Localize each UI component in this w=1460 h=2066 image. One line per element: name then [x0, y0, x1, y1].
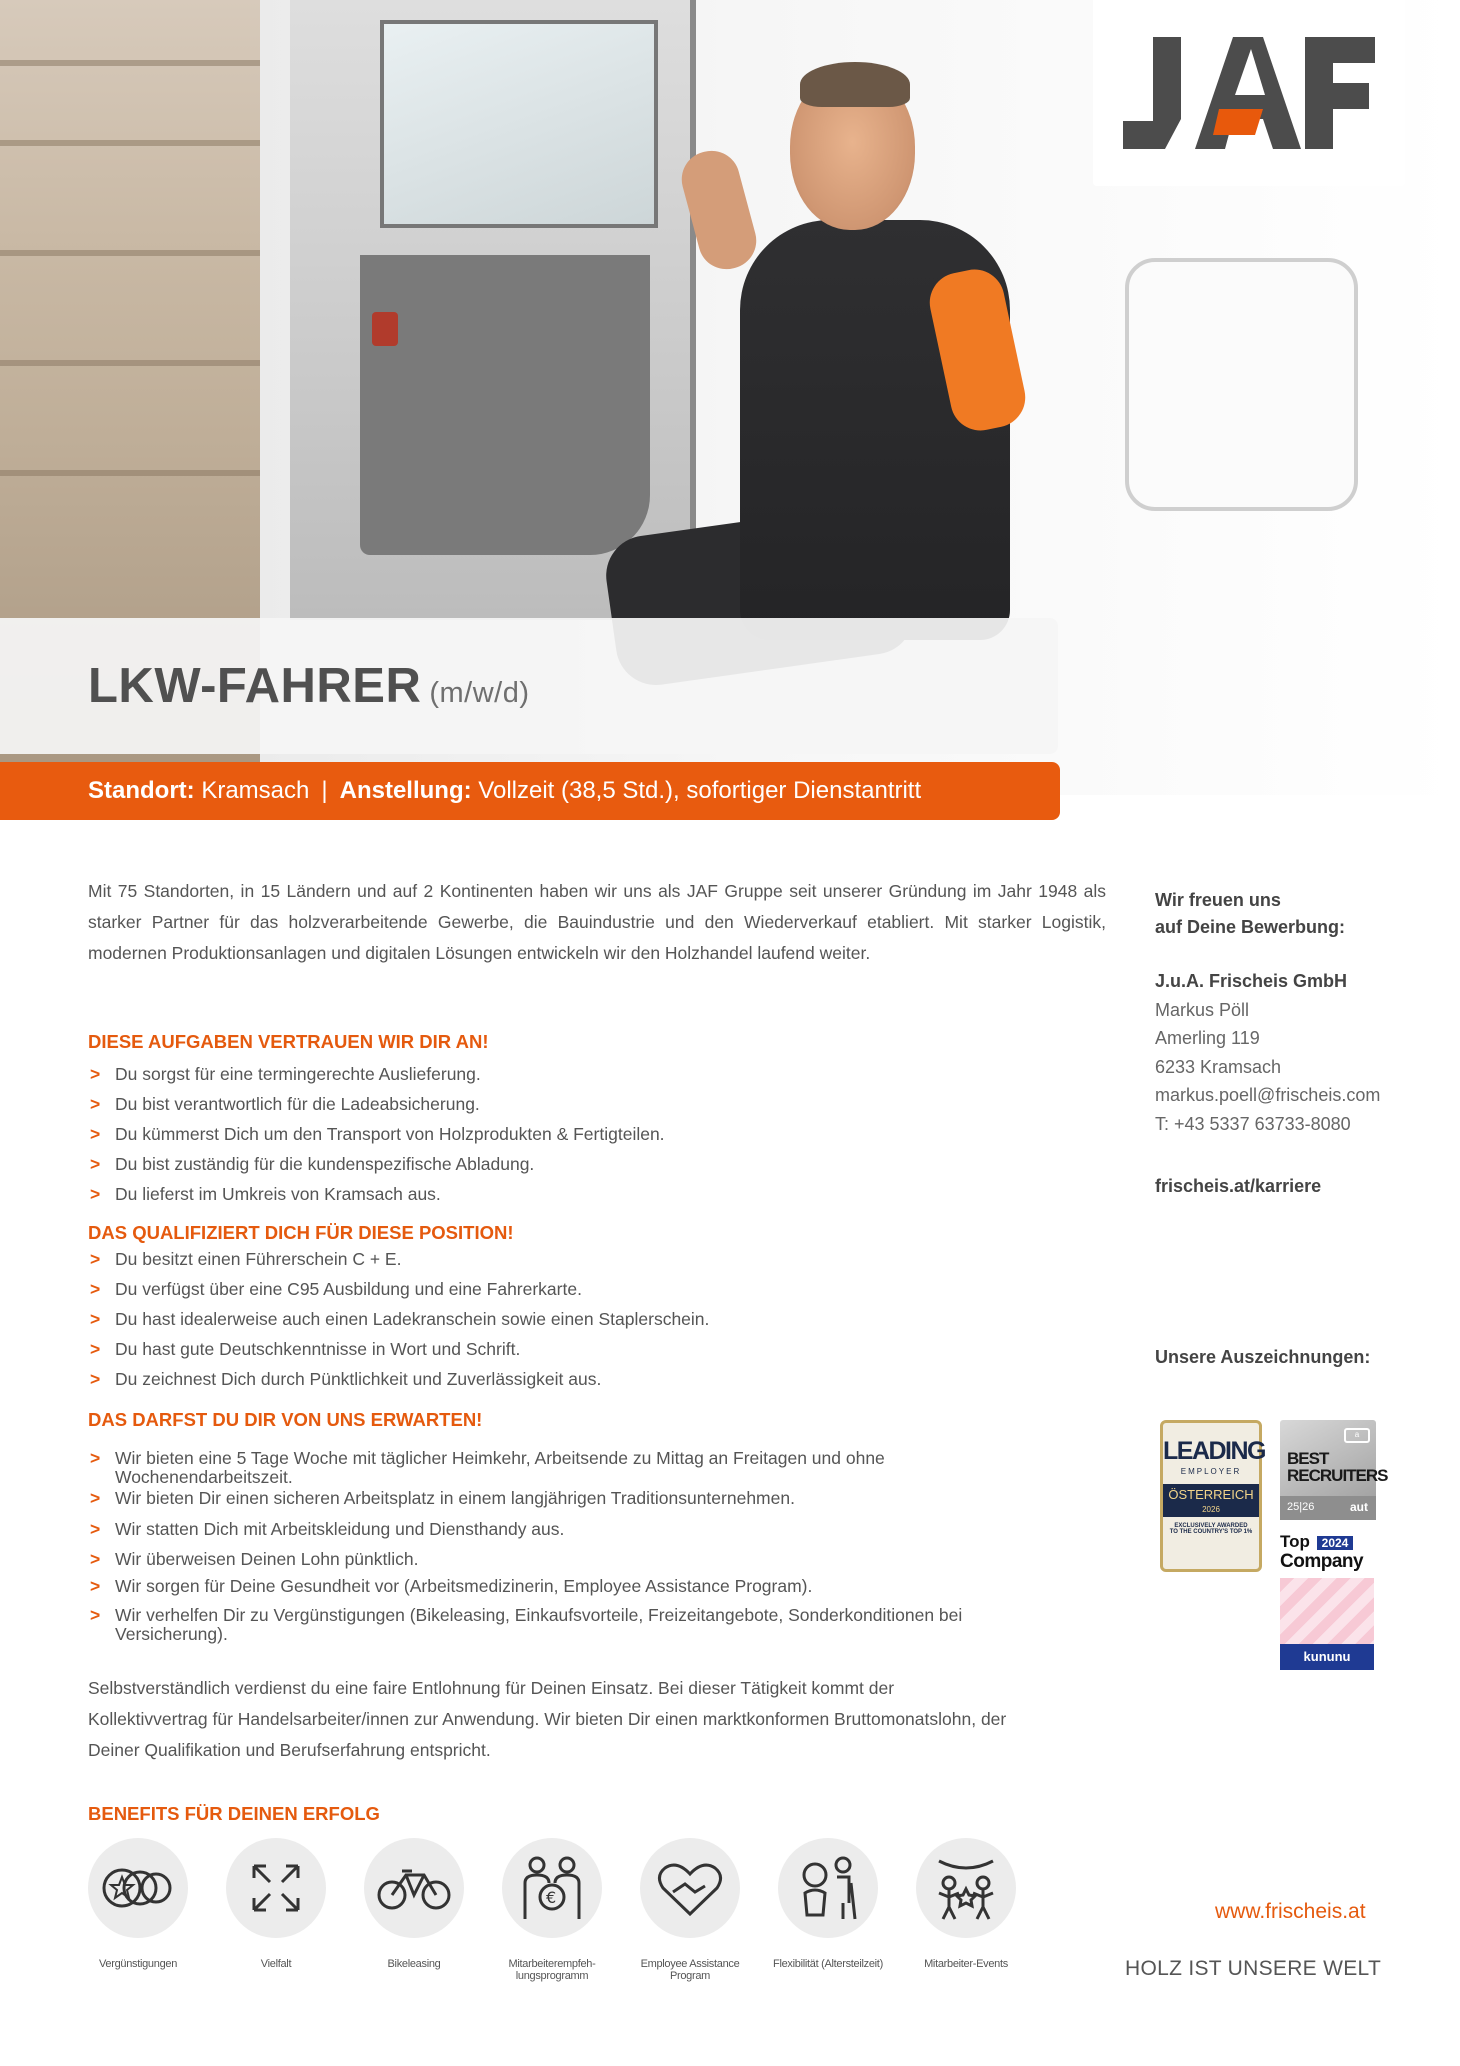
list-item: > Du verfügst über eine C95 Ausbildung und eine Fahrerkarte.	[88, 1279, 1048, 1309]
jaf-logo-mark	[1123, 37, 1375, 149]
contact-intro-line2: auf Deine Bewerbung:	[1155, 917, 1346, 937]
list-item: > Du sorgst für eine termingerechte Auslieferung.	[88, 1064, 1048, 1094]
badge-leading-text: LEADING	[1163, 1437, 1265, 1465]
referral-people-icon	[502, 1838, 602, 1938]
leading-employer-badge	[1160, 1420, 1265, 1572]
list-item: > Wir bieten eine 5 Tage Woche mit täglicher Heimkehr, Arbeitsende zu Mittag an Freitagen und ohne Wochenendarbeitszeit.	[88, 1449, 1008, 1488]
contact-intro	[1155, 887, 1345, 941]
best-line1: BEST	[1287, 1449, 1329, 1468]
benefit-item	[768, 1838, 888, 1972]
badge-note2: TO THE COUNTRY'S TOP 1%	[1169, 1529, 1253, 1535]
salary-paragraph: Selbstverständlich verdienst du eine faire Entlohnung für Deinen Einsatz. Bei dieser Tätigkeit kommt der Kollektivvertrag für Handelsarbeiter/innen zur Anwendung. Wir bieten Dir einen marktkonformen Bruttomonatslohn, der Deiner Qualifikation und Berufserfahrung entspricht.	[88, 1678, 1007, 1760]
discount-coins-icon	[88, 1838, 188, 1938]
badge-note1: EXCLUSIVELY AWARDED	[1174, 1523, 1248, 1529]
bicycle-icon	[364, 1838, 464, 1938]
qualifications-heading: DAS QUALIFIZIERT DICH FÜR DIESE POSITION!	[88, 1222, 514, 1243]
benefit-label: Employee Assistance Program	[640, 1958, 740, 1982]
list-item: > Wir sorgen für Deine Gesundheit vor (Arbeitsmedizinerin, Employee Assistance Program).	[88, 1576, 1008, 1606]
contact-intro-line1: Wir freuen uns	[1155, 890, 1281, 910]
intro-block	[88, 876, 1106, 969]
job-title	[88, 658, 530, 714]
best-line2: RECRUITERS	[1287, 1466, 1388, 1485]
best-recruiters-text	[1287, 1450, 1388, 1484]
contact-phone: T: +43 5337 63733-8080	[1155, 1113, 1351, 1134]
location-value: Kramsach	[201, 777, 310, 804]
list-item: > Du besitzt einen Führerschein C + E.	[88, 1249, 1048, 1279]
benefits-heading: BENEFITS FÜR DEINEN ERFOLG	[88, 1803, 380, 1824]
top-word: Top	[1280, 1532, 1310, 1551]
benefit-label: Mitarbeiter-Events	[924, 1958, 1008, 1970]
benefit-label: Mitarbeiterempfeh-lungsprogramm	[508, 1958, 596, 1982]
company-name: J.u.A. Frischeis GmbH	[1155, 971, 1348, 991]
list-item: > Wir überweisen Deinen Lohn pünktlich.	[88, 1549, 1008, 1576]
meta-separator: |	[321, 777, 328, 804]
list-item: > Du kümmerst Dich um den Transport von Holzprodukten & Fertigteilen.	[88, 1124, 1048, 1154]
contact-person: Markus Pöll	[1155, 999, 1250, 1020]
employment-label: Anstellung:	[339, 777, 472, 804]
career-link[interactable]: frischeis.at/karriere	[1155, 1176, 1322, 1196]
top-company-line1	[1280, 1533, 1376, 1552]
list-item: > Wir verhelfen Dir zu Vergünstigungen (Bikeleasing, Einkaufsvorteile, Freizeitangebote, Sonderkonditionen bei Versicherung).	[88, 1606, 1008, 1646]
jaf-logo	[1093, 0, 1405, 186]
list-item: > Du bist zuständig für die kundenspezifische Abladung.	[88, 1154, 1048, 1184]
location-label: Standort:	[88, 777, 195, 804]
top-year: 2024	[1317, 1536, 1354, 1550]
door-light	[372, 312, 398, 346]
best-badge-corner: a	[1344, 1428, 1370, 1443]
tasks-list	[88, 1064, 1048, 1214]
list-item: > Du hast gute Deutschkenntnisse in Wort und Schrift.	[88, 1339, 1048, 1369]
truck-door-window	[380, 20, 658, 228]
contact-email[interactable]: markus.poell@frischeis.com	[1155, 1085, 1381, 1105]
benefit-label: Vergünstigungen	[98, 1958, 178, 1970]
job-meta-bar	[0, 762, 1060, 820]
baby-elder-icon	[778, 1838, 878, 1938]
benefit-item	[492, 1838, 612, 1982]
kununu-pattern	[1280, 1578, 1374, 1644]
benefit-item	[78, 1838, 198, 1972]
job-title-box	[0, 618, 1058, 754]
top-company-word: Company	[1280, 1551, 1364, 1572]
tasks-heading: DIESE AUFGABEN VERTRAUEN WIR DIR AN!	[88, 1031, 489, 1052]
benefit-label: Vielfalt	[260, 1958, 292, 1970]
badge-year-text: 2026	[1163, 1505, 1259, 1517]
kununu-top-company-badge	[1280, 1533, 1376, 1665]
celebration-icon	[916, 1838, 1016, 1938]
benefit-item	[216, 1838, 336, 1972]
offers-list	[88, 1449, 1008, 1646]
truck-side-window	[1125, 258, 1358, 511]
awards-heading: Unsere Auszeichnungen:	[1155, 1347, 1371, 1367]
benefit-label: Flexibilität (Altersteilzeit)	[773, 1958, 883, 1970]
benefit-label: Bikeleasing	[387, 1958, 441, 1970]
company-slogan: HOLZ IST UNSERE WELT	[1125, 1957, 1382, 1980]
kununu-brand: kununu	[1280, 1644, 1374, 1670]
badge-country-text: ÖSTERREICH	[1163, 1484, 1259, 1505]
contact-street: Amerling 119	[1155, 1028, 1260, 1048]
benefit-item	[354, 1838, 474, 1972]
handshake-heart-icon	[640, 1838, 740, 1938]
best-recruiters-badge	[1280, 1420, 1388, 1520]
truck-door-panel	[360, 255, 650, 555]
contact-block	[1155, 967, 1455, 1138]
job-title-suffix: (m/w/d)	[429, 677, 530, 709]
driver-hair	[800, 62, 910, 107]
website-link[interactable]: www.frischeis.at	[1215, 1900, 1366, 1923]
contact-city: 6233 Kramsach	[1155, 1056, 1282, 1077]
job-title-text: LKW-FAHRER	[88, 659, 422, 713]
list-item: > Wir bieten Dir einen sicheren Arbeitsplatz in einem langjährigen Traditionsunternehmen.	[88, 1488, 1008, 1519]
svg-text:€: €	[546, 1888, 557, 1907]
intro-paragraph: Mit 75 Standorten, in 15 Ländern und auf 2 Kontinenten haben wir uns als JAF Gruppe seit unserer Gründung im Jahr 1948 als starker Partner für das holzverarbeitende Gewerbe, die Bauindustrie und den Wiederverkauf etabliert. Mit starker Logistik, modernen Produktionsanlagen und digitalen Lösungen entwickeln wir den Holzhandel laufend weiter.	[88, 881, 1106, 963]
employment-value: Vollzeit (38,5 Std.), sofortiger Dienstantritt	[478, 777, 922, 804]
list-item: > Du hast idealerweise auch einen Ladekranschein sowie einen Staplerschein.	[88, 1309, 1048, 1339]
offers-heading: DAS DARFST DU DIR VON UNS ERWARTEN!	[88, 1409, 483, 1430]
list-item: > Wir statten Dich mit Arbeitskleidung und Diensthandy aus.	[88, 1519, 1008, 1549]
best-season: 25|26	[1287, 1501, 1315, 1513]
badge-employer-text: EMPLOYER	[1180, 1467, 1242, 1476]
best-country: aut	[1350, 1500, 1368, 1514]
qualifications-list	[88, 1249, 1048, 1399]
list-item: > Du bist verantwortlich für die Ladeabsicherung.	[88, 1094, 1048, 1124]
expand-arrows-icon	[226, 1838, 326, 1938]
list-item: > Du lieferst im Umkreis von Kramsach aus.	[88, 1184, 1048, 1214]
benefit-item	[630, 1838, 750, 1982]
best-footer-strip	[1280, 1496, 1376, 1520]
benefit-item	[906, 1838, 1026, 1972]
list-item: > Du zeichnest Dich durch Pünktlichkeit und Zuverlässigkeit aus.	[88, 1369, 1048, 1399]
